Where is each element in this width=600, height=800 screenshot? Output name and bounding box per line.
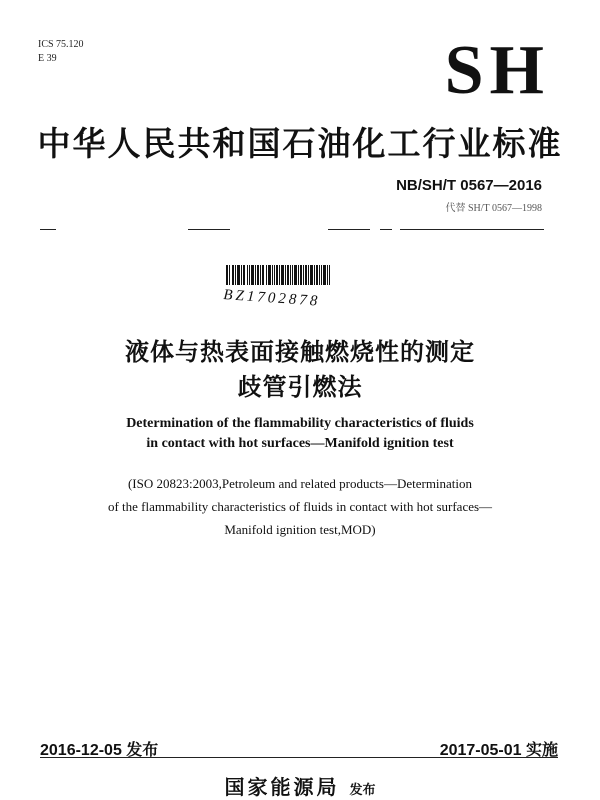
classification-codes bbox=[38, 38, 84, 66]
issue-date: 2016-12-05 发布 bbox=[40, 742, 159, 759]
iso-reference-line2: of the flammability characteristics of fluids in contact with hot surfaces— bbox=[107, 499, 493, 514]
implementation-date: 2017-05-01 实施 bbox=[439, 742, 558, 759]
barcode-number: BZ1702878 bbox=[222, 287, 321, 310]
header-divider-5 bbox=[400, 229, 544, 230]
standard-number: NB/SH/T 0567—2016 bbox=[396, 177, 542, 194]
title-english-line1: Determination of the flammability characteristics of fluids bbox=[126, 416, 474, 431]
iso-reference-line1: (ISO 20823:2003,Petroleum and related products—Determination bbox=[127, 476, 473, 491]
header-divider-4 bbox=[380, 229, 392, 230]
barcode-image bbox=[226, 265, 330, 285]
header-divider-1 bbox=[40, 229, 56, 230]
issuer-suffix: 发布 bbox=[349, 783, 376, 798]
header-divider-3 bbox=[328, 229, 370, 230]
title-chinese-line2: 歧管引燃法 bbox=[237, 373, 363, 401]
title-english-line2: in contact with hot surfaces—Manifold ignition test bbox=[146, 436, 454, 451]
header-divider-2 bbox=[188, 229, 230, 230]
iso-reference-line3: Manifold ignition test,MOD) bbox=[224, 522, 376, 537]
ccs-code: E 39 bbox=[38, 53, 57, 64]
ics-code: ICS 75.120 bbox=[38, 39, 84, 50]
issuer-name: 国家能源局 bbox=[224, 775, 340, 799]
replaces-standard: 代替 SH/T 0567—1998 bbox=[445, 203, 542, 214]
footer-divider bbox=[40, 757, 558, 758]
organization-title: 中华人民共和国石油化工行业标准 bbox=[37, 124, 563, 163]
title-chinese-line1: 液体与热表面接触燃烧性的测定 bbox=[125, 338, 475, 366]
sh-logo: SH bbox=[444, 32, 550, 109]
